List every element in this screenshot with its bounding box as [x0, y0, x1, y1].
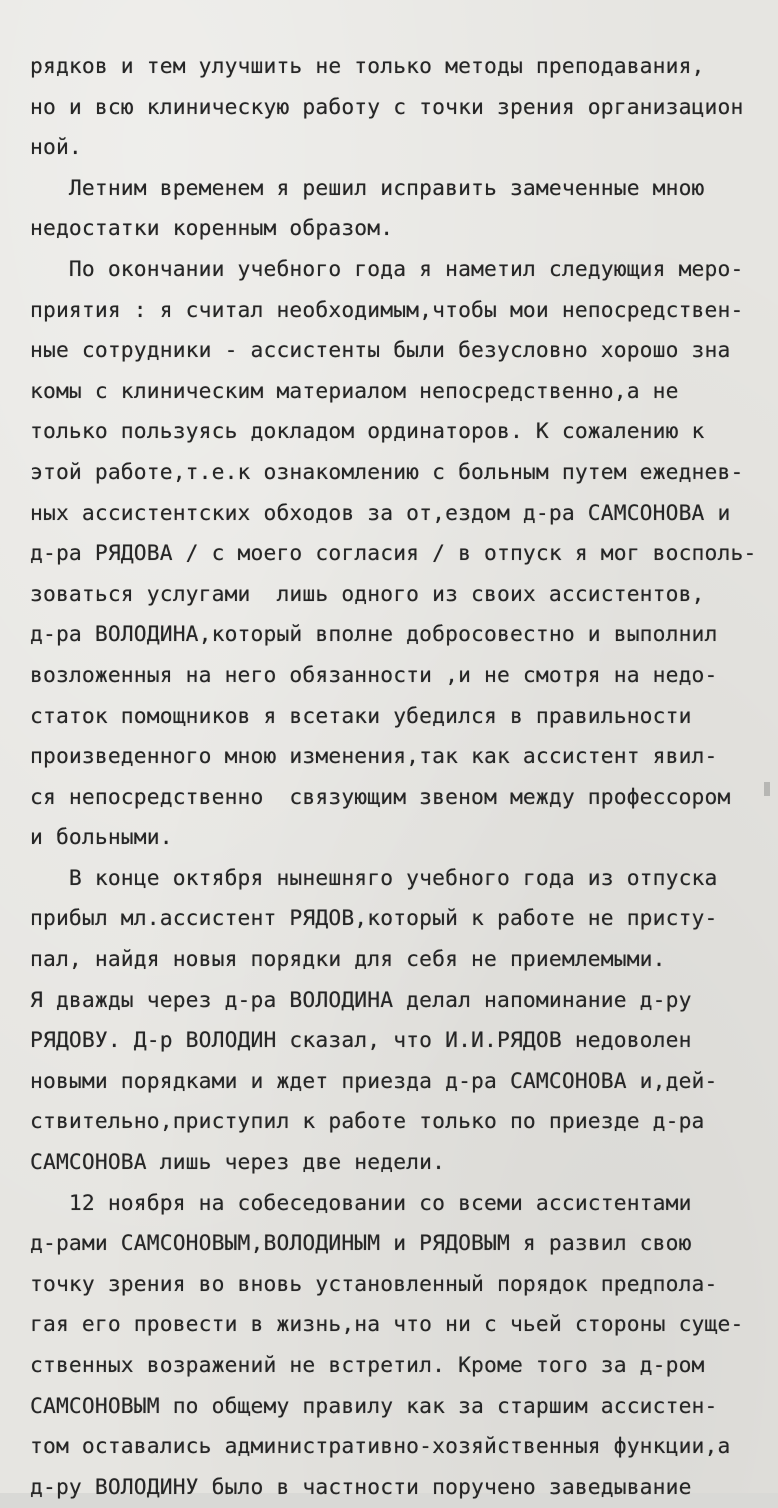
text-line: и больными.: [30, 825, 173, 851]
text-line: том оставались административно-хозяйственныя функции,а: [30, 1434, 731, 1460]
text-line: По окончании учебного года я наметил следующия мерo-: [30, 256, 744, 282]
text-line: ствительно,приступил к работе только по приезде д-ра: [30, 1109, 705, 1135]
text-line: ные сотрудники - ассистенты были безусловно хорошо зна: [30, 338, 731, 364]
page-edge-mark: [764, 782, 770, 796]
text-line: комы с клиническим материалом непосредственно,а не: [30, 378, 679, 404]
text-line: ственных возражений не встретил. Кроме того за д-ром: [30, 1353, 705, 1378]
text-line: 12 ноября на собеседовании со всеми ассистентами: [30, 1190, 692, 1216]
text-line: приятия : я считал необходимым,чтобы мои непосредствен-: [30, 297, 744, 323]
text-line: Я дважды через д-ра ВОЛОДИНА делал напоминание д-ру: [30, 987, 692, 1013]
text-line: этой работе,т.е.к ознакомлению с больным путем ежеднев-: [30, 459, 744, 485]
text-line: только пользуясь докладом ординаторов. К сожалению к: [30, 419, 705, 445]
text-line: Летним временем я решил исправить замеченные мною: [30, 175, 705, 201]
text-line: новыми порядками и ждет приезда д-ра САМСОНОВА и,дей-: [30, 1068, 718, 1094]
text-line: пал, найдя новыя порядки для себя не приемлемыми.: [30, 947, 666, 973]
text-line: но и всю клиническую работу с точки зрения организацион: [30, 94, 744, 120]
text-line: ся непосредственно связующим звеном между профессором: [30, 784, 731, 810]
text-line: САМСОНОВЫМ по общему правилу как за старшим ассистен-: [30, 1393, 718, 1419]
text-line: В конце октября нынешняго учебного года из отпуска: [30, 865, 718, 891]
text-line: ной.: [30, 135, 82, 161]
text-line: гая его провести в жизнь,на что ни с чьей стороны суще-: [30, 1312, 744, 1338]
text-line: зоваться услугами лишь одного из своих ассистентов,: [30, 581, 705, 607]
text-line: статок помощников я всетаки убедился в правильности: [30, 703, 692, 729]
text-line: д-ра ВОЛОДИНА,который вполне добросовестно и выполнил: [30, 622, 718, 648]
text-line: д-ру ВОЛОДИНУ было в частности поручено заведывание: [30, 1474, 692, 1500]
text-line: прибыл мл.ассистент РЯДОВ,который к работе не присту-: [30, 906, 718, 932]
text-line: недостатки коренным образом.: [30, 216, 394, 242]
text-line: д-ра РЯДОВА / с моего согласия / в отпуск я мог восполь-: [30, 541, 757, 567]
text-line: ных ассистентских обходов за от,ездом д-ра САМСОНОВА и: [30, 500, 731, 526]
text-line: д-рами САМСОНОВЫМ,ВОЛОДИНЫМ и РЯДОВЫМ я развил свою: [30, 1231, 692, 1257]
text-line: РЯДОВУ. Д-р ВОЛОДИН сказал, что И.И.РЯДОВ недоволен: [30, 1028, 692, 1054]
text-line: точку зрения во вновь установленный порядок предпола-: [30, 1271, 718, 1297]
text-line: САМСОНОВА лишь через две недели.: [30, 1150, 446, 1176]
text-line: рядков и тем улучшить не только методы преподавания,: [30, 54, 705, 79]
document-body: [30, 47, 770, 1508]
text-line: возложенныя на него обязанности ,и не смотря на недо-: [30, 662, 718, 688]
text-line: произведенного мною изменения,так как ассистент явил-: [30, 744, 718, 770]
